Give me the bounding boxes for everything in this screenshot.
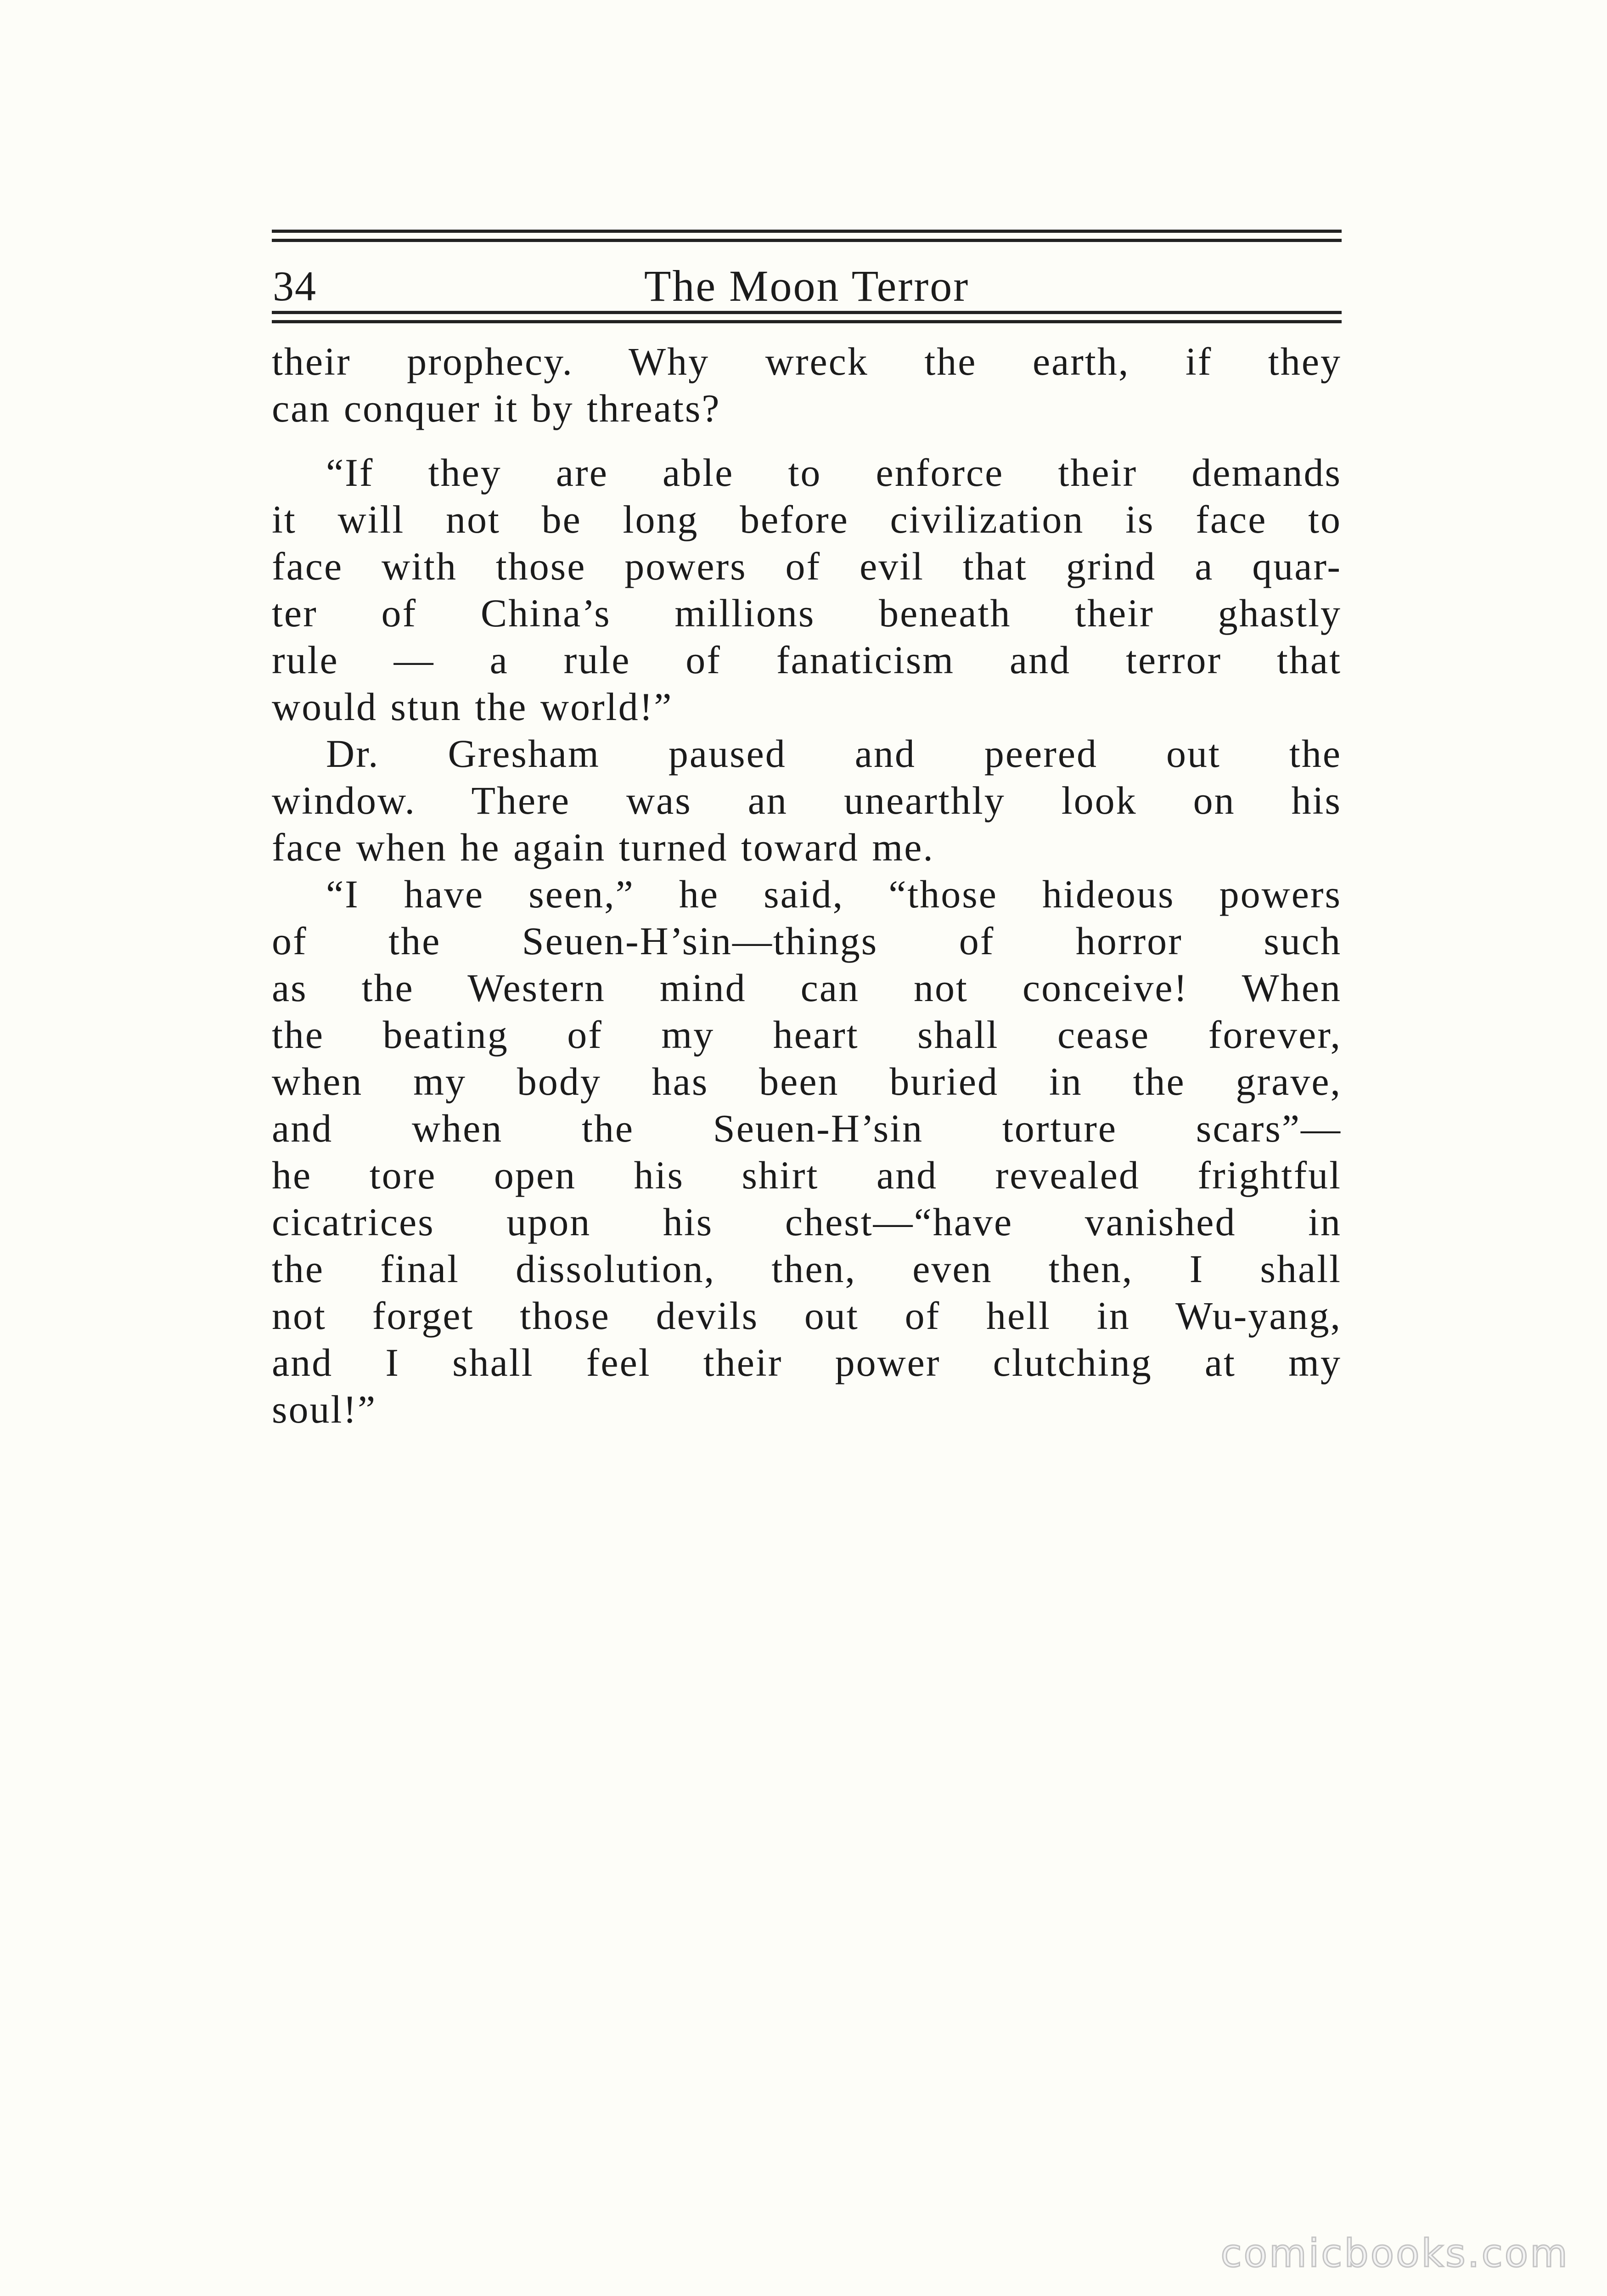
text-line: can conquer it by threats?: [272, 386, 721, 430]
text-line: would stun the world!”: [272, 685, 673, 729]
text-line: rule — a rule of fanaticism and terror that: [272, 638, 1342, 682]
running-title: The Moon Terror: [644, 261, 970, 310]
top-rules: [272, 230, 1342, 242]
text-line: Dr. Gresham paused and peered out the: [326, 732, 1342, 776]
text-line: cicatrices upon his chest—“have vanished in: [272, 1200, 1342, 1244]
body-text: [272, 338, 1342, 1433]
text-line: “I have seen,” he said, “those hideous powers: [326, 872, 1342, 916]
text-line: of the Seuen-H’sin—things of horror such: [272, 919, 1342, 963]
text-line: and when the Seuen-H’sin torture scars”—: [272, 1106, 1342, 1150]
text-line: it will not be long before civilization is face to: [272, 497, 1342, 541]
text-line: when my body has been buried in the grave,: [272, 1059, 1342, 1103]
book-page: [272, 230, 1342, 1433]
paragraph: [272, 730, 1342, 871]
site-watermark: comicbooks.com: [1220, 2231, 1569, 2276]
text-line: the beating of my heart shall cease forever,: [272, 1013, 1342, 1057]
text-line: soul!”: [272, 1387, 377, 1431]
header-rule: [272, 311, 1342, 314]
text-line: as the Western mind can not conceive! When: [272, 966, 1342, 1010]
paragraph: [272, 871, 1342, 1433]
text-line: and I shall feel their power clutching at my: [272, 1340, 1342, 1384]
text-line: face with those powers of evil that grind a quar-: [272, 544, 1342, 588]
paragraph: [272, 449, 1342, 730]
text-line: ter of China’s millions beneath their ghastly: [272, 591, 1342, 635]
text-line: face when he again turned toward me.: [272, 825, 934, 869]
header-rule: [272, 320, 1342, 323]
text-line: not forget those devils out of hell in Wu-yang,: [272, 1294, 1342, 1338]
header-rule: [272, 230, 1342, 233]
text-line: window. There was an unearthly look on his: [272, 778, 1342, 822]
text-line: he tore open his shirt and revealed frightful: [272, 1153, 1342, 1197]
page-number: 34: [273, 263, 317, 310]
text-line: “If they are able to enforce their demands: [326, 450, 1342, 495]
header-rule: [272, 239, 1342, 242]
text-line: their prophecy. Why wreck the earth, if they: [272, 339, 1342, 383]
running-head: [272, 242, 1342, 311]
bottom-rules: [272, 311, 1342, 323]
text-line: the final dissolution, then, even then, I shall: [272, 1247, 1342, 1291]
paragraph: [272, 338, 1342, 432]
